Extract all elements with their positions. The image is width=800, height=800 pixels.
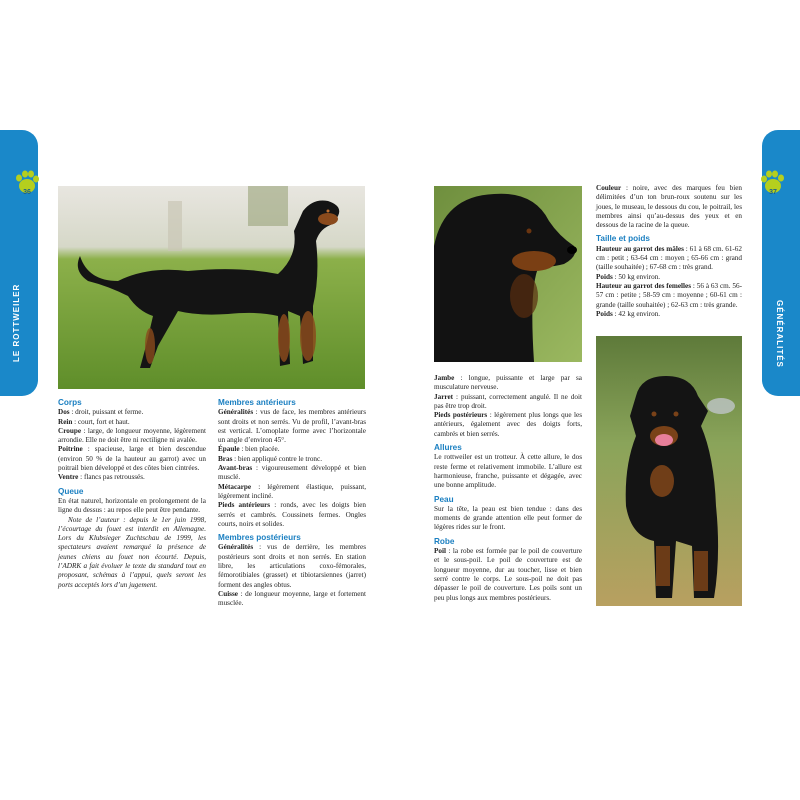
list-item: Pieds antérieurs : ronds, avec les doigts bien serrés et cambrés. Coussinets fermes. Ongles courts, noirs et solides.: [218, 501, 366, 528]
list-item: Poids : 42 kg environ.: [596, 309, 661, 318]
list-item: Jarret : puissant, correctement angulé. Il ne doit pas être trop droit.: [434, 392, 582, 410]
paragraph-allures: Le rottweiler est un trotteur. À cette allure, le dos reste ferme et relativement immobile. L’allure est harmonieuse, franche, puissante et dégagée, avec une bonne amplitude.: [434, 453, 582, 490]
left-column-2: [218, 394, 366, 609]
list-item: Dos : droit, puissant et ferme.: [58, 408, 144, 417]
list-item: Rein : court, fort et haut.: [58, 417, 130, 426]
left-page-number: 36: [23, 189, 31, 196]
left-column-1: [58, 394, 206, 590]
list-item: Métacarpe : légèrement élastique, puissant, légèrement incliné.: [218, 482, 366, 500]
list-item: Généralités : vus de face, les membres antérieurs sont droits et non serrés. Vu de profil, l’avant-bras est vertical. L’omoplate forme avec l’horizontale un angle d’environ 45°.: [218, 408, 366, 445]
heading-taille-poids: Taille et poids: [596, 234, 650, 244]
list-item: Épaule : bien placée.: [218, 445, 280, 454]
right-page-number: 37: [769, 189, 777, 196]
photo-sitting-rottweiler: [596, 336, 742, 606]
paragraph-peau: Sur la tête, la peau est bien tendue : dans des moments de grande attention elle peut former de légères rides sur le front.: [434, 504, 582, 532]
photo-standing-rottweiler: [58, 186, 365, 389]
right-column-1: [434, 374, 582, 603]
heading-queue: Queue: [58, 486, 84, 496]
list-item: Pieds postérieurs : légèrement plus longs que les antérieurs, également avec des doigts forts, cambrés et bien serrés.: [434, 411, 582, 438]
paragraph-robe: Poil : la robe est formée par le poil de couverture et le sous-poil. Le poil de couverture est de longueur moyenne, dur au toucher, lisse et bien serré contre le corps. Le sous-poil ne doit pas dépasser le poil de couverture. Les poils sont un peu plus longs aux membres postérieurs.: [434, 547, 582, 602]
list-item: Poids : 50 kg environ.: [596, 272, 661, 281]
photo-rottweiler-head: [434, 186, 582, 362]
author-note: Note de l’auteur : depuis le 1er juin 1998, l’écourtage du fouet est interdit en Allemagne. Lors du Klubsieger Zuchtschau de 1999, les spectateurs avaient remarqué la présence de jeunes chiens au fouet non écourté. Depuis, l’ADRK a fait évoluer le texte du standard tout en proposant, schémas à l’appui, quels seront les ports acceptés lors d’un jugement.: [58, 515, 206, 589]
heading-peau: Peau: [434, 494, 454, 504]
paragraph-queue: En état naturel, horizontale en prolongement de la ligne du dessus : au repos elle peut être pendante.: [58, 496, 206, 515]
list-item: Hauteur au garrot des mâles : 61 à 68 cm. 61-62 cm : petit ; 63-64 cm : moyen ; 65-66 cm : grand (taille souhaitée) ; 67-68 cm : très grand.: [596, 244, 742, 272]
right-running-title: GÉNÉRALITÉS: [775, 300, 784, 368]
list-item: Poitrine : spacieuse, large et bien descendue (environ 50 % de la hauteur au garrot) avec un poitrail bien développé et des côtes bien cintrées.: [58, 445, 206, 473]
paragraph-couleur: Couleur : noire, avec des marques feu bien délimitées d’un ton brun-roux soutenu sur les joues, le museau, le dessous du cou, le poitrail, les membres ainsi qu’au-dessus des yeux et en dessous de la racine de la queue.: [596, 184, 742, 230]
list-item: Généralités : vus de derrière, les membres postérieurs sont droits et non serrés. En station libre, les articulations coxo-fémorales, fémorotibiales (grasset) et tibiotarsiennes (jarret) forment des angles obtus.: [218, 543, 366, 589]
list-item: Hauteur au garrot des femelles : 56 à 63 cm. 56-57 cm : petite ; 58-59 cm : moyenne ; 60-61 cm : grande (taille souhaitée) ; 62-63 cm : très grande.: [596, 281, 742, 309]
heading-corps: Corps: [58, 398, 82, 407]
list-item: Croupe : large, de longueur moyenne, légèrement arrondie. Elle ne doit être ni rectiligne ni avalée.: [58, 426, 206, 445]
list-item: Cuisse : de longueur moyenne, large et fortement musclée.: [218, 589, 366, 608]
heading-robe: Robe: [434, 536, 455, 546]
heading-membres-posterieurs: Membres postérieurs: [218, 533, 301, 543]
right-column-2: [596, 184, 742, 319]
heading-allures: Allures: [434, 443, 462, 453]
list-item: Ventre : flancs pas retroussés.: [58, 473, 145, 482]
list-item: Avant-bras : vigoureusement développé et bien musclé.: [218, 464, 366, 482]
list-item: Jambe : longue, puissante et large par sa musculature nerveuse.: [434, 374, 582, 392]
list-item: Bras : bien appliqué contre le tronc.: [218, 454, 322, 463]
heading-membres-anterieurs: Membres antérieurs: [218, 398, 296, 407]
left-running-title: LE ROTTWEILER: [12, 283, 21, 362]
